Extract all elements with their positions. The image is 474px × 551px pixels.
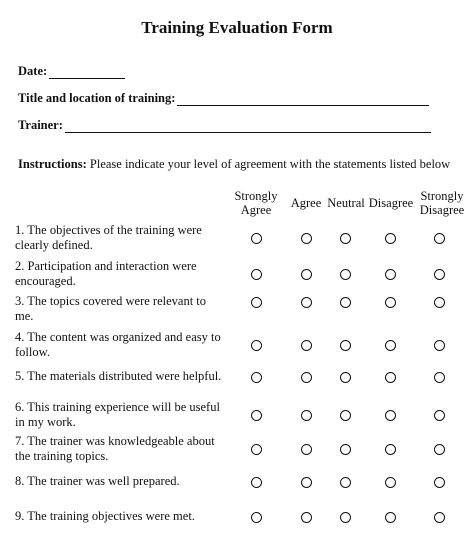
radio-strongly-agree[interactable]	[251, 444, 262, 455]
statement-text: 5. The materials distributed were helpful.	[15, 369, 222, 383]
column-header-neutral: Neutral	[327, 196, 365, 210]
radio-agree[interactable]	[301, 340, 312, 351]
column-header-strongly-disagree: Strongly Disagree	[419, 189, 465, 217]
radio-neutral[interactable]	[340, 297, 351, 308]
column-header-agree: Agree	[290, 196, 322, 210]
radio-disagree[interactable]	[385, 233, 396, 244]
radio-neutral[interactable]	[340, 233, 351, 244]
radio-disagree[interactable]	[385, 410, 396, 421]
radio-strongly-disagree[interactable]	[434, 372, 445, 383]
radio-agree[interactable]	[301, 297, 312, 308]
instructions	[18, 157, 450, 172]
title-location-label: Title and location of training:	[18, 91, 176, 105]
statement-row	[0, 259, 474, 299]
radio-strongly-disagree[interactable]	[434, 340, 445, 351]
statement-text: 4. The content was organized and easy to follow.	[15, 330, 221, 359]
date-blank-line[interactable]	[49, 66, 125, 79]
radio-strongly-agree[interactable]	[251, 297, 262, 308]
statement-text: 3. The topics covered were relevant to me.	[15, 294, 207, 323]
radio-disagree[interactable]	[385, 444, 396, 455]
statement-text: 8. The trainer was well prepared.	[15, 474, 180, 488]
radio-strongly-disagree[interactable]	[434, 477, 445, 488]
form-title: Training Evaluation Form	[141, 18, 333, 37]
radio-disagree[interactable]	[385, 340, 396, 351]
statement-text: 6. This training experience will be useful in my work.	[15, 400, 220, 429]
radio-strongly-agree[interactable]	[251, 372, 262, 383]
statement-text: 2. Participation and interaction were encouraged.	[15, 259, 197, 288]
date-field	[18, 64, 125, 79]
radio-agree[interactable]	[301, 410, 312, 421]
statement-row	[0, 509, 474, 549]
radio-neutral[interactable]	[340, 477, 351, 488]
column-header-strongly-agree: Strongly Agree	[234, 189, 278, 217]
radio-strongly-disagree[interactable]	[434, 233, 445, 244]
statement-text: 9. The training objectives were met.	[15, 509, 195, 523]
radio-strongly-agree[interactable]	[251, 410, 262, 421]
radio-strongly-disagree[interactable]	[434, 269, 445, 280]
radio-neutral[interactable]	[340, 410, 351, 421]
radio-strongly-agree[interactable]	[251, 269, 262, 280]
statement-row	[0, 434, 474, 474]
radio-agree[interactable]	[301, 444, 312, 455]
radio-neutral[interactable]	[340, 512, 351, 523]
radio-strongly-disagree[interactable]	[434, 410, 445, 421]
radio-strongly-agree[interactable]	[251, 512, 262, 523]
radio-strongly-disagree[interactable]	[434, 297, 445, 308]
radio-agree[interactable]	[301, 512, 312, 523]
date-label: Date:	[18, 64, 48, 78]
radio-agree[interactable]	[301, 477, 312, 488]
instructions-text: Please indicate your level of agreement with the statements listed below	[86, 157, 451, 171]
statement-row	[0, 474, 474, 514]
radio-agree[interactable]	[301, 269, 312, 280]
column-header-disagree: Disagree	[368, 196, 414, 210]
trainer-label: Trainer:	[18, 118, 63, 132]
radio-neutral[interactable]	[340, 372, 351, 383]
radio-strongly-agree[interactable]	[251, 340, 262, 351]
instructions-label: Instructions:	[18, 157, 87, 171]
trainer-field	[18, 118, 431, 133]
statement-row	[0, 330, 474, 370]
radio-strongly-agree[interactable]	[251, 477, 262, 488]
radio-disagree[interactable]	[385, 297, 396, 308]
trainer-blank-line[interactable]	[65, 120, 431, 133]
radio-strongly-disagree[interactable]	[434, 512, 445, 523]
statement-text: 1. The objectives of the training were clearly defined.	[15, 223, 202, 252]
radio-disagree[interactable]	[385, 512, 396, 523]
radio-disagree[interactable]	[385, 477, 396, 488]
radio-neutral[interactable]	[340, 340, 351, 351]
radio-disagree[interactable]	[385, 372, 396, 383]
radio-neutral[interactable]	[340, 444, 351, 455]
radio-neutral[interactable]	[340, 269, 351, 280]
statement-row	[0, 294, 474, 334]
radio-agree[interactable]	[301, 372, 312, 383]
radio-agree[interactable]	[301, 233, 312, 244]
radio-disagree[interactable]	[385, 269, 396, 280]
radio-strongly-agree[interactable]	[251, 233, 262, 244]
title-location-field	[18, 91, 429, 106]
statement-row	[0, 223, 474, 263]
radio-strongly-disagree[interactable]	[434, 444, 445, 455]
statement-text: 7. The trainer was knowledgeable about the training topics.	[15, 434, 215, 463]
title-location-blank-line[interactable]	[177, 93, 429, 106]
